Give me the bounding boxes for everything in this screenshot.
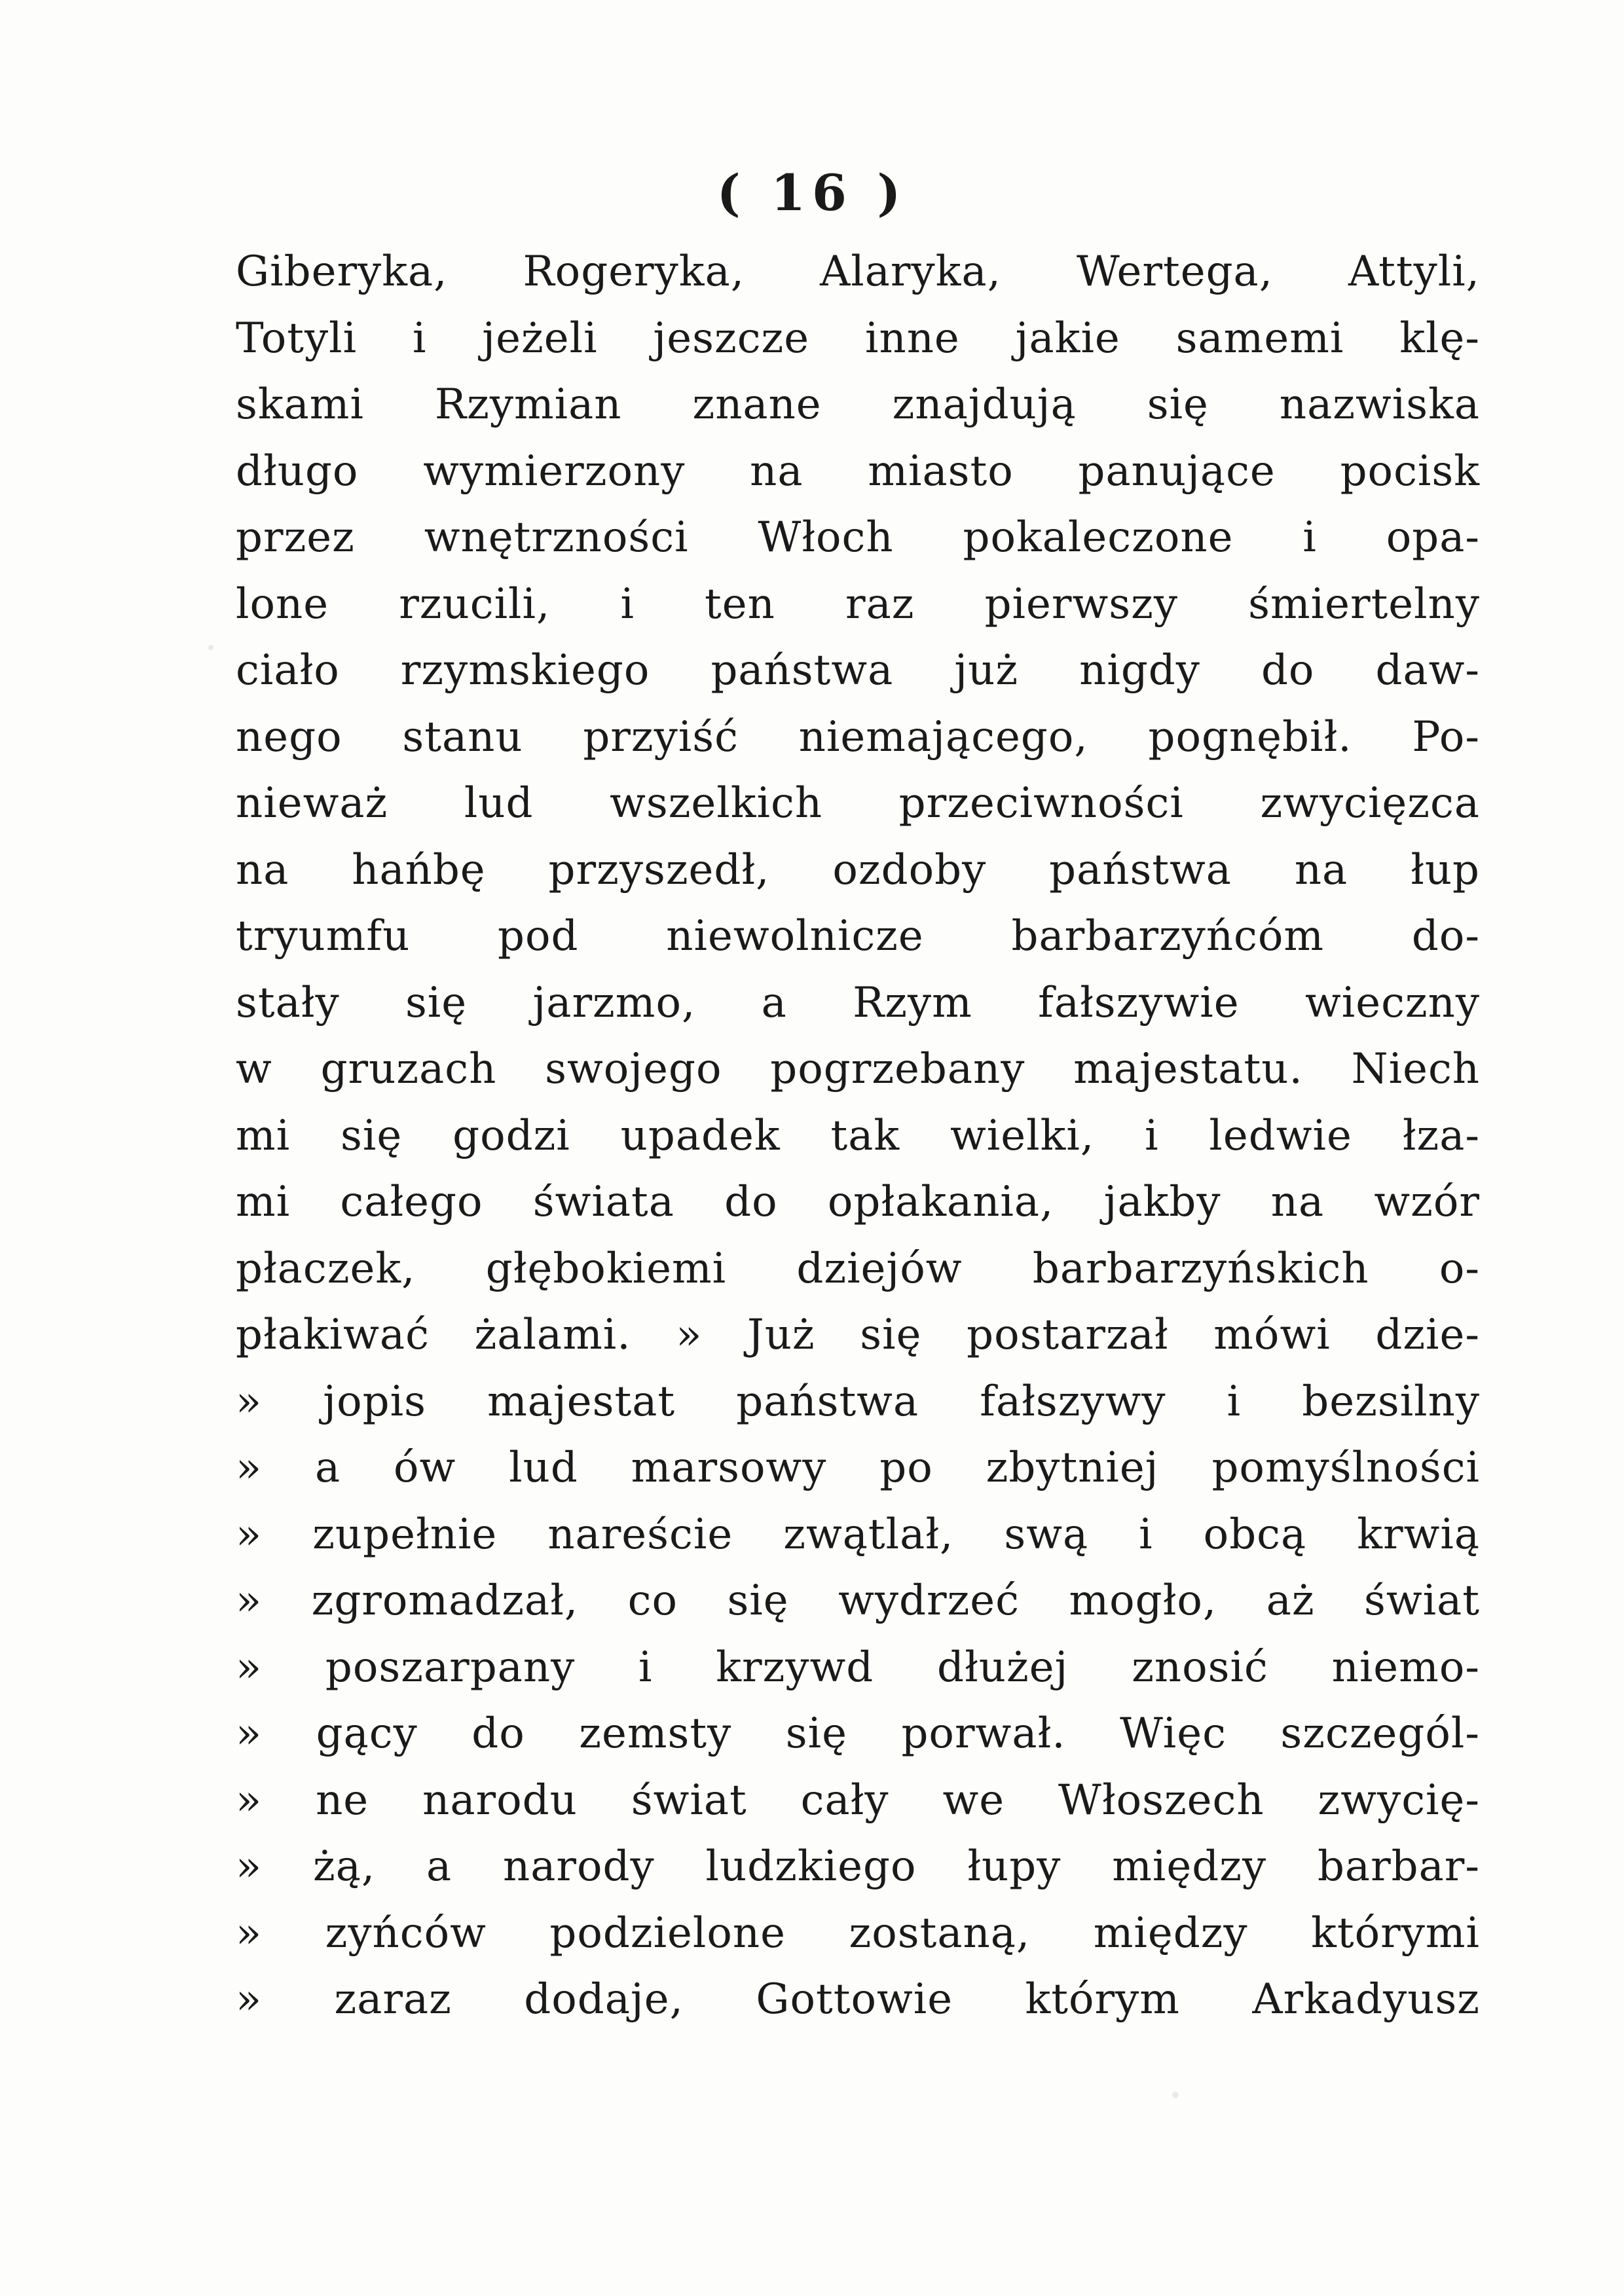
text-line: » zaraz dodaje, Gottowie którym Arkadyusz <box>236 1975 1480 2024</box>
text-line: » zyńców podzielone zostaną, między którymi <box>236 1908 1480 1958</box>
text-line: » zupełnie nareście zwątlał, swą i obcą krwią <box>236 1510 1480 1559</box>
text-line: » jopis majestat państwa fałszywy i bezsilny <box>236 1377 1480 1426</box>
text-line: mi się godzi upadek tak wielki, i ledwie łza- <box>236 1111 1480 1160</box>
ink-speck <box>1172 2092 1179 2098</box>
text-line: » a ów lud marsowy po zbytniej pomyślności <box>236 1444 1480 1492</box>
text-line: mi całego świata do opłakania, jakby na wzór <box>236 1178 1480 1226</box>
text-line: » żą, a narody ludzkiego łupy między barbar- <box>236 1842 1480 1891</box>
text-line: nieważ lud wszelkich przeciwności zwycięzca <box>236 779 1480 828</box>
text-line: na hańbę przyszedł, ozdoby państwa na łup <box>236 845 1480 894</box>
body-text <box>236 239 1480 2033</box>
text-line: długo wymierzony na miasto panujące pocisk <box>236 446 1480 496</box>
text-line: skami Rzymian znane znajdują się nazwiska <box>236 380 1480 429</box>
text-line: lone rzucili, i ten raz pierwszy śmiertelny <box>236 579 1480 629</box>
text-line: płakiwać żalami. » Już się postarzał mówi dzie- <box>236 1311 1480 1359</box>
text-line: przez wnętrzności Włoch pokaleczone i opa- <box>236 513 1480 562</box>
text-line: w gruzach swojego pogrzebany majestatu. Niech <box>236 1045 1480 1093</box>
text-line: Giberyka, Rogeryka, Alaryka, Wertega, Attyli, <box>236 247 1480 296</box>
text-line: » gący do zemsty się porwał. Więc szczegól- <box>236 1709 1480 1758</box>
text-line: » poszarpany i krzywd dłużej znosić niemo- <box>236 1643 1480 1692</box>
text-line: tryumfu pod niewolnicze barbarzyńcóm do- <box>236 912 1480 960</box>
text-line: płaczek, głębokiemi dziejów barbarzyńskich o- <box>236 1244 1480 1293</box>
text-line: nego stanu przyiść niemającego, pognębił. Po- <box>236 712 1480 761</box>
text-line: » zgromadzał, co się wydrzeć mogło, aż świat <box>236 1576 1480 1625</box>
text-line: » ne narodu świat cały we Włoszech zwycię- <box>236 1776 1480 1825</box>
text-line: stały się jarzmo, a Rzym fałszywie wieczny <box>236 978 1480 1027</box>
ink-speck <box>208 645 213 650</box>
text-line: Totyli i jeżeli jeszcze inne jakie samemi klę- <box>236 314 1480 363</box>
page-number: ( 16 ) <box>716 164 908 222</box>
text-line: ciało rzymskiego państwa już nigdy do daw- <box>236 646 1480 695</box>
